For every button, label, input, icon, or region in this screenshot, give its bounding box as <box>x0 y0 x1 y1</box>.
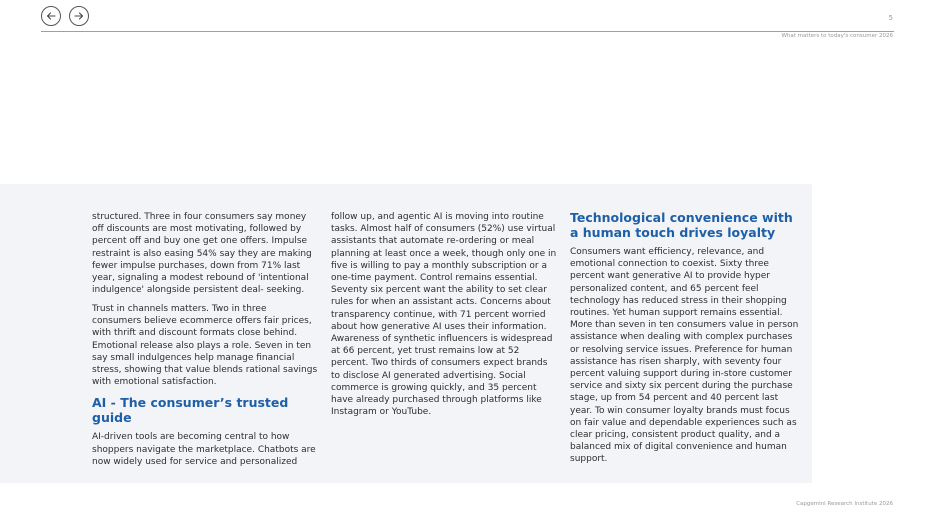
arrow-left-icon <box>45 10 57 22</box>
footer-source: Capgemini Research Institute 2026 <box>796 501 893 507</box>
paragraph: structured. Three in four consumers say money off discounts are most motivating, followed by percent off and buy one get one offers. Impulse restraint is also easing 54% say they are making fewer impulse purchases, down from 71% last year, signaling a modest rebound of 'intentional indulgence' alongside persistent deal- seeking. <box>92 212 312 296</box>
section-heading: AI - The consumer’s trusted guide <box>92 395 289 425</box>
text-column-2 <box>331 211 559 425</box>
back-button[interactable] <box>41 6 61 26</box>
section-heading: Technological convenience with a human touch drives loyalty <box>570 210 793 240</box>
paragraph: Trust in channels matters. Two in three consumers believe ecommerce offers fair prices, with thrift and discount formats close behind. Emotional release also plays a role. Seven in ten say small indulgences help manage financial stress, showing that value blends rational savings with emotional satisfaction. <box>92 303 318 388</box>
text-column-1 <box>92 211 318 474</box>
page-number: 5 <box>888 14 893 22</box>
text-column-3 <box>570 211 802 472</box>
arrow-right-icon <box>73 10 85 22</box>
paragraph: AI-driven tools are becoming central to how shoppers navigate the marketplace. Chatbots are now widely used for service and personalized <box>92 432 316 467</box>
paragraph: follow up, and agentic AI is moving into routine tasks. Almost half of consumers (52%) use virtual assistants that automate re-ordering or meal planning at least once a week, though only one in five is willing to pay a monthly subscription or a one-time payment. Control remains essential. Seventy six percent want the ability to set clear rules for when an assistant acts. Concerns about transparency continue, with 71 percent worried about how generative AI uses their information. Awareness of synthetic influencers is widespread at 66 percent, yet trust remains low at 52 percent. Two thirds of consumers expect brands to disclose AI generated advertising. Social commerce is growing quickly, and 35 percent have already purchased through platforms like Instagram or YouTube. <box>331 212 557 418</box>
header-divider <box>41 31 894 32</box>
forward-button[interactable] <box>69 6 89 26</box>
paragraph: Consumers want efficiency, relevance, and emotional connection to coexist. Sixty three percent want generative AI to provide hyper personalized content, and 65 percent feel technology has reduced stress in their shopping routines. Yet human support remains essential. More than seven in ten consumers value in person assistance when dealing with complex purchases or resolving service issues. Preference for human assistance has risen sharply, with seventy four percent valuing support during in-store customer service and sixty six percent during the purchase stage, up from 54 percent and 40 percent last year. To win consumer loyalty brands must focus on fair value and dependable experiences such as clear pricing, consistent product quality, and a balanced mix of digital convenience and human support. <box>570 247 799 465</box>
running-title: What matters to today's consumer 2026 <box>781 33 893 39</box>
